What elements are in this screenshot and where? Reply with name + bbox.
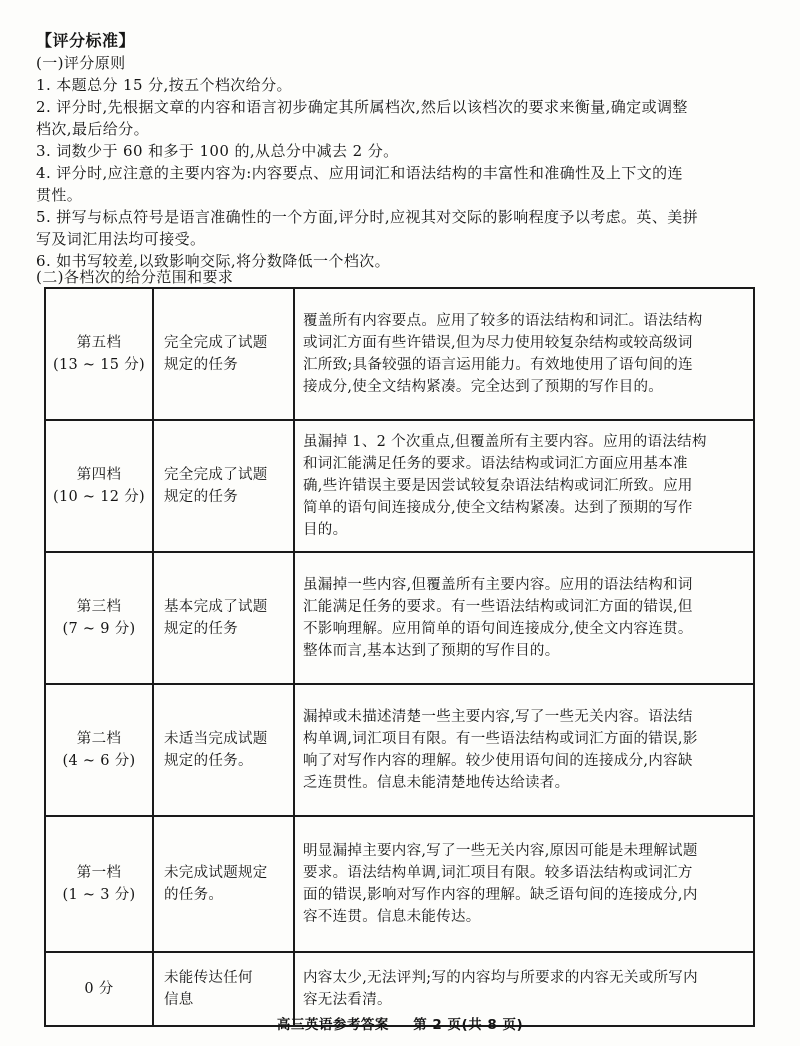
description-cell — [294, 816, 754, 952]
table-row — [45, 552, 754, 684]
completion-line: 未适当完成试题 — [164, 731, 268, 747]
description-line: 构单调,词汇项目有限。有一些语法结构或词汇方面的错误,影 — [303, 731, 698, 747]
completion-line: 完全完成了试题 — [164, 467, 268, 483]
level-name: 第三档 — [76, 599, 122, 615]
principle-line: 4. 评分时,应注意的主要内容为:内容要点、应用词汇和语法结构的丰富性和准确性及上下文的连 — [36, 164, 683, 182]
principle-line: 1. 本题总分 15 分,按五个档次给分。 — [36, 76, 292, 94]
description-line: 汇能满足任务的要求。有一些语法结构或词汇方面的错误,但 — [303, 599, 693, 615]
description-line: 面的错误,影响对写作内容的理解。缺乏语句间的连接成分,内 — [303, 887, 698, 903]
completion-line: 未完成试题规定 — [164, 865, 268, 881]
principle-line: 3. 词数少于 60 和多于 100 的,从总分中减去 2 分。 — [36, 142, 399, 160]
completion-line: 规定的任务。 — [164, 753, 253, 769]
subheading-levels: (二)各档次的给分范围和要求 — [36, 268, 234, 286]
description-line: 虽漏掉 1、2 个次重点,但覆盖所有主要内容。应用的语法结构 — [303, 434, 707, 450]
level-cell — [45, 816, 153, 952]
description-line: 简单的语句间连接成分,使全文结构紧凑。达到了预期的写作 — [303, 500, 693, 516]
level-name: 第二档 — [76, 731, 122, 747]
level-range: (10 ~ 12 分) — [53, 489, 145, 505]
level-range: (13 ~ 15 分) — [53, 357, 145, 373]
level-name: 0 分 — [84, 981, 114, 997]
footer-title: 高三英语参考答案 — [276, 1017, 389, 1033]
description-line: 漏掉或未描述清楚一些主要内容,写了一些无关内容。语法结 — [303, 709, 693, 725]
completion-cell — [153, 552, 294, 684]
page-footer — [0, 1013, 800, 1033]
level-cell — [45, 684, 153, 816]
level-name: 第五档 — [76, 335, 122, 351]
table-row — [45, 288, 754, 420]
level-range: (4 ~ 6 分) — [62, 753, 136, 769]
completion-line: 未能传达任何 — [164, 970, 253, 986]
completion-line: 规定的任务 — [164, 621, 238, 637]
description-line: 和词汇能满足任务的要求。语法结构或词汇方面应用基本准 — [303, 456, 688, 472]
level-cell — [45, 552, 153, 684]
level-range: (7 ~ 9 分) — [62, 621, 136, 637]
description-line: 虽漏掉一些内容,但覆盖所有主要内容。应用的语法结构和词 — [303, 577, 693, 593]
principle-line: 5. 拼写与标点符号是语言准确性的一个方面,评分时,应视其对交际的影响程度予以考虑。英、美拼 — [36, 208, 699, 226]
principle-line: 写及词汇用法均可接受。 — [36, 230, 206, 248]
completion-cell — [153, 288, 294, 420]
description-line: 乏连贯性。信息未能清楚地传达给读者。 — [303, 775, 570, 791]
principle-line: 6. 如书写较差,以致影响交际,将分数降低一个档次。 — [36, 252, 391, 270]
completion-cell — [153, 684, 294, 816]
completion-cell — [153, 420, 294, 552]
principle-line: 2. 评分时,先根据文章的内容和语言初步确定其所属档次,然后以该档次的要求来衡量,确定或调整 — [36, 98, 688, 116]
description-cell — [294, 288, 754, 420]
description-line: 明显漏掉主要内容,写了一些无关内容,原因可能是未理解试题 — [303, 843, 698, 859]
subheading-principles: (一)评分原则 — [36, 54, 126, 72]
description-line: 目的。 — [303, 522, 348, 538]
description-line: 确,些许错误主要是因尝试较复杂语法结构或词汇所致。应用 — [303, 478, 693, 494]
table-row — [45, 816, 754, 952]
completion-line: 信息 — [164, 992, 194, 1008]
description-line: 响了对写作内容的理解。较少使用语句间的连接成分,内容缺 — [303, 753, 693, 769]
level-range: (1 ~ 3 分) — [62, 887, 136, 903]
completion-cell — [153, 816, 294, 952]
completion-line: 基本完成了试题 — [164, 599, 268, 615]
description-line: 覆盖所有内容要点。应用了较多的语法结构和词汇。语法结构 — [303, 313, 703, 329]
level-cell — [45, 288, 153, 420]
description-line: 内容太少,无法评判;写的内容均与所要求的内容无关或所写内 — [303, 970, 698, 986]
grading-levels-table — [44, 287, 755, 1027]
description-line: 容不连贯。信息未能传达。 — [303, 909, 481, 925]
description-line: 不影响理解。应用简单的语句间连接成分,使全文内容连贯。 — [303, 621, 693, 637]
footer-page-number: 第 2 页(共 8 页) — [413, 1017, 524, 1033]
description-line: 容无法看清。 — [303, 992, 392, 1008]
description-line: 接成分,使全文结构紧凑。完全达到了预期的写作目的。 — [303, 379, 664, 395]
description-cell — [294, 552, 754, 684]
description-line: 要求。语法结构单调,词汇项目有限。较多语法结构或词汇方 — [303, 865, 693, 881]
completion-line: 完全完成了试题 — [164, 335, 268, 351]
completion-line: 规定的任务 — [164, 489, 238, 505]
section-heading: 【评分标准】 — [36, 31, 136, 50]
level-cell — [45, 420, 153, 552]
description-line: 或词汇方面有些许错误,但为尽力使用较复杂结构或较高级词 — [303, 335, 693, 351]
table-row — [45, 420, 754, 552]
description-cell — [294, 684, 754, 816]
completion-line: 的任务。 — [164, 887, 224, 903]
description-cell — [294, 420, 754, 552]
table-row — [45, 684, 754, 816]
principle-line: 档次,最后给分。 — [36, 120, 149, 138]
description-line: 整体而言,基本达到了预期的写作目的。 — [303, 643, 560, 659]
level-name: 第四档 — [76, 467, 122, 483]
completion-line: 规定的任务 — [164, 357, 238, 373]
principle-line: 贯性。 — [36, 186, 83, 204]
description-line: 汇所致;具备较强的语言运用能力。有效地使用了语句间的连 — [303, 357, 693, 373]
level-name: 第一档 — [76, 865, 122, 881]
